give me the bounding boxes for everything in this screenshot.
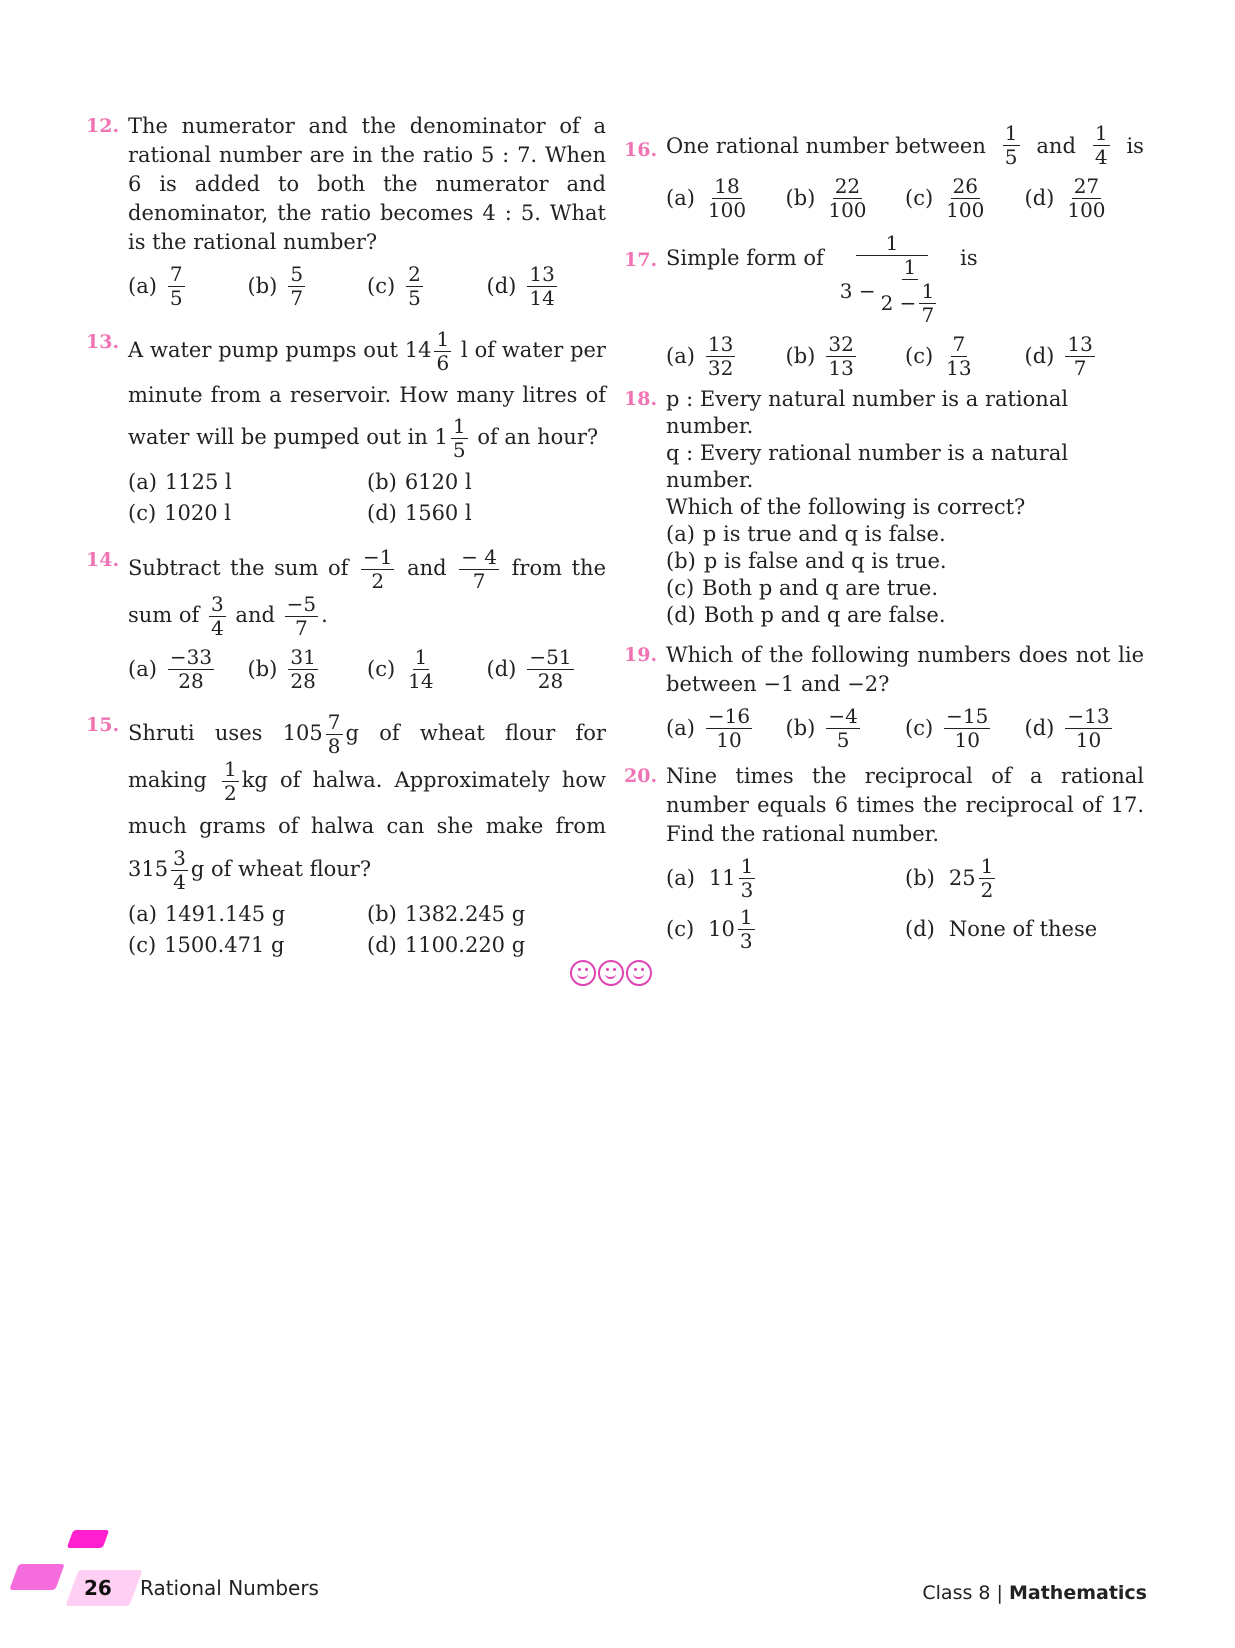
denominator: 8 xyxy=(327,734,341,758)
question-19 xyxy=(624,641,1144,752)
options xyxy=(128,646,606,693)
numerator: 13 xyxy=(707,332,734,356)
option-b[interactable] xyxy=(367,900,606,929)
mixed-whole: 315 xyxy=(128,857,169,881)
option-label: (c) xyxy=(666,917,695,941)
option-label: (c) xyxy=(905,716,934,740)
question-number: 18. xyxy=(624,388,658,410)
numerator: −4 xyxy=(828,704,858,728)
denominator: 4 xyxy=(173,870,186,894)
fraction xyxy=(222,758,239,805)
numerator: −33 xyxy=(169,645,213,669)
option-value: 6120 l xyxy=(404,470,472,494)
fraction xyxy=(1065,333,1094,380)
numerator: 1 xyxy=(739,905,753,929)
fraction xyxy=(168,263,185,310)
class-label: Class 8 | xyxy=(922,1582,1003,1604)
option-value: 1500.471 g xyxy=(164,933,285,957)
class-subject xyxy=(922,1582,1147,1604)
numerator: 18 xyxy=(714,174,740,198)
option-b[interactable] xyxy=(786,705,906,752)
fraction xyxy=(826,333,855,380)
fraction xyxy=(361,546,394,593)
denominator: 100 xyxy=(946,198,985,222)
option-label: (b) xyxy=(367,470,397,494)
denominator: 2 xyxy=(371,569,385,593)
question-15 xyxy=(86,711,606,960)
option-a[interactable] xyxy=(128,900,367,929)
option-label: (d) xyxy=(367,933,397,957)
text-segment: Simple form of xyxy=(666,246,824,270)
option-value: 1560 l xyxy=(404,501,472,525)
smiley-icon xyxy=(570,960,596,986)
denominator: 28 xyxy=(178,669,204,693)
numerator: 1 xyxy=(921,279,935,303)
numerator: −15 xyxy=(946,704,989,728)
option-c[interactable] xyxy=(905,705,1025,752)
question-text xyxy=(128,328,606,462)
denominator: 28 xyxy=(537,669,564,693)
question-text: The numerator and the denominator of a rational number are in the ratio 5 : 7. When 6 is added to both the numerator and denominator, the ratio becomes 4 : 5. What is the rational number? xyxy=(128,114,606,254)
denominator: 5 xyxy=(408,286,421,310)
smiley-divider xyxy=(570,960,652,986)
option-a[interactable] xyxy=(666,175,786,222)
option-a[interactable] xyxy=(128,468,367,497)
text-segment: g of wheat flour? xyxy=(190,857,372,881)
option-value: p is true and q is false. xyxy=(702,522,946,546)
numerator: 1 xyxy=(856,232,929,256)
numerator: −1 xyxy=(362,545,393,569)
option-label: (a) xyxy=(128,274,157,298)
denominator: 100 xyxy=(828,198,867,222)
denominator: 14 xyxy=(529,286,555,310)
fraction xyxy=(288,263,305,310)
numerator: 27 xyxy=(1073,174,1100,198)
option-label: (b) xyxy=(785,344,816,368)
option-label: (c) xyxy=(666,576,695,600)
option-label: (d) xyxy=(905,917,935,941)
fraction xyxy=(451,415,468,462)
mixed-whole: 1 xyxy=(434,425,448,449)
option-label: (b) xyxy=(247,657,278,681)
denominator: 10 xyxy=(954,728,980,752)
question-number: 12. xyxy=(86,115,120,137)
denominator: 32 xyxy=(707,356,734,380)
numerator: 7 xyxy=(327,710,341,734)
smiley-icon xyxy=(598,960,624,986)
option-d[interactable] xyxy=(1025,705,1145,752)
fraction xyxy=(459,546,499,593)
fraction xyxy=(944,705,990,752)
numerator: 1 xyxy=(740,854,754,878)
fraction xyxy=(979,855,996,902)
numerator: 7 xyxy=(169,262,183,286)
fraction xyxy=(527,646,573,693)
continued-fraction xyxy=(838,232,946,327)
numerator: 5 xyxy=(290,262,304,286)
option-c[interactable] xyxy=(666,906,905,953)
fraction xyxy=(944,175,986,222)
numerator: 1 xyxy=(436,327,450,351)
question-number: 14. xyxy=(86,549,120,571)
fraction xyxy=(171,847,188,894)
option-label: (d) xyxy=(666,603,696,627)
option-label: (a) xyxy=(666,186,695,210)
option-label: (a) xyxy=(128,902,157,926)
fraction xyxy=(406,263,423,310)
text-segment: kg of halwa. Approximately how much grams of halwa can she make from xyxy=(128,768,606,838)
options xyxy=(666,855,1144,953)
fraction xyxy=(826,705,859,752)
numerator: 3 xyxy=(211,592,224,616)
option-value: Both p and q are false. xyxy=(703,603,946,627)
denominator: 4 xyxy=(211,616,224,640)
text-segment: One rational number between xyxy=(666,133,986,158)
option-label: (c) xyxy=(367,657,396,681)
fraction xyxy=(406,646,435,693)
fraction xyxy=(527,263,556,310)
option-value: 1020 l xyxy=(164,501,231,525)
fraction xyxy=(326,711,343,758)
option-d[interactable] xyxy=(905,906,1144,953)
chapter-title: Rational Numbers xyxy=(140,1576,319,1600)
numerator: 1 xyxy=(1094,121,1108,145)
numerator: −5 xyxy=(286,592,317,616)
option-label: (a) xyxy=(666,716,695,740)
denominator: 14 xyxy=(408,669,434,693)
numerator: 32 xyxy=(828,332,854,356)
denominator: 5 xyxy=(169,286,183,310)
text-segment: 3 − xyxy=(839,279,876,303)
denominator: 13 xyxy=(828,356,854,380)
option-c[interactable] xyxy=(905,175,1025,222)
option-label: (c) xyxy=(905,344,934,368)
option-a[interactable] xyxy=(666,855,905,902)
denominator xyxy=(838,256,946,327)
denominator: 5 xyxy=(836,728,850,752)
option-c[interactable] xyxy=(367,263,487,310)
text-segment: g of wheat flour for making xyxy=(128,721,606,792)
option-label: (a) xyxy=(128,470,157,494)
denominator: 7 xyxy=(1073,356,1087,380)
denominator: 7 xyxy=(921,303,935,327)
numerator: 26 xyxy=(952,174,978,198)
numerator: 13 xyxy=(1067,332,1093,356)
option-a[interactable] xyxy=(666,333,786,380)
decorative-tab xyxy=(67,1530,110,1548)
option-label: (b) xyxy=(785,186,816,210)
question-number: 15. xyxy=(86,714,120,736)
denominator: 5 xyxy=(452,438,466,462)
question-number: 16. xyxy=(624,139,658,161)
question-text xyxy=(128,711,606,894)
numerator: − 4 xyxy=(461,545,498,569)
fraction xyxy=(209,593,226,640)
option-b[interactable] xyxy=(248,263,368,310)
denominator: 28 xyxy=(290,669,316,693)
numerator: −13 xyxy=(1067,704,1110,728)
mixed-whole: 25 xyxy=(948,866,976,890)
text-segment: is xyxy=(960,246,978,270)
option-label: (a) xyxy=(666,522,695,546)
question-text xyxy=(666,122,1144,169)
option-c[interactable] xyxy=(367,646,487,693)
right-column xyxy=(624,122,1144,953)
denominator: 2 xyxy=(980,878,994,902)
option-label: (b) xyxy=(367,902,397,926)
option-label: (d) xyxy=(1024,716,1055,740)
option-c[interactable] xyxy=(905,333,1025,380)
left-column xyxy=(86,112,606,960)
denominator: 6 xyxy=(436,351,450,375)
option-b[interactable] xyxy=(367,468,606,497)
fraction xyxy=(739,855,756,902)
option-label: (a) xyxy=(666,344,695,368)
numerator: −51 xyxy=(529,645,572,669)
text-segment: is xyxy=(1126,133,1144,158)
option-value: 1491.145 g xyxy=(164,902,286,926)
question-number: 19. xyxy=(624,644,658,666)
option-label: (d) xyxy=(486,274,517,298)
option-label: (c) xyxy=(128,501,157,525)
option-value: None of these xyxy=(948,917,1098,941)
fraction xyxy=(168,646,214,693)
option-label: (b) xyxy=(666,549,696,573)
option-label: (b) xyxy=(905,866,935,890)
option-value: 1125 l xyxy=(164,470,232,494)
option-b[interactable] xyxy=(786,175,906,222)
option-c[interactable] xyxy=(128,499,367,528)
fraction xyxy=(1003,122,1020,169)
question-13 xyxy=(86,328,606,528)
option-d[interactable] xyxy=(487,263,607,310)
option-label: (c) xyxy=(367,274,396,298)
question-text xyxy=(666,232,1144,327)
option-a[interactable] xyxy=(128,646,248,693)
fraction xyxy=(826,175,868,222)
text-segment: and xyxy=(1036,133,1076,158)
numerator: 1 xyxy=(903,255,917,279)
denominator: 7 xyxy=(472,569,486,593)
option-label: (b) xyxy=(785,716,816,740)
text-segment: 2 − xyxy=(880,291,917,315)
option-value: Both p and q are true. xyxy=(702,576,939,600)
fraction xyxy=(434,328,451,375)
denominator: 5 xyxy=(1004,145,1018,169)
numerator: 31 xyxy=(290,645,316,669)
text-segment: Shruti uses xyxy=(128,721,263,745)
denominator: 7 xyxy=(294,616,308,640)
question-text xyxy=(128,546,606,640)
text-segment: Subtract the sum of xyxy=(128,556,349,580)
option-d[interactable] xyxy=(1025,175,1145,222)
fraction xyxy=(944,333,973,380)
fraction xyxy=(288,646,317,693)
denominator: 3 xyxy=(740,878,754,902)
option-b[interactable] xyxy=(905,855,1144,902)
option-c[interactable] xyxy=(666,575,1144,602)
fraction xyxy=(1065,175,1107,222)
option-d[interactable] xyxy=(367,931,606,960)
options xyxy=(128,263,606,310)
option-d[interactable] xyxy=(367,499,606,528)
question-17 xyxy=(624,232,1144,380)
options xyxy=(666,705,1144,752)
option-value: 1100.220 g xyxy=(404,933,526,957)
subject-label: Mathematics xyxy=(1008,1582,1147,1604)
question-16 xyxy=(624,122,1144,222)
text-segment: from the sum of xyxy=(128,556,606,627)
denominator: 4 xyxy=(1094,145,1108,169)
numerator: 1 xyxy=(980,854,994,878)
numerator: 7 xyxy=(952,332,966,356)
question-14 xyxy=(86,546,606,693)
denominator: 100 xyxy=(1067,198,1106,222)
mixed-whole: 14 xyxy=(404,338,432,362)
mixed-whole: 105 xyxy=(282,721,323,745)
text-segment: and xyxy=(407,556,447,580)
denominator: 13 xyxy=(946,356,972,380)
option-label: (b) xyxy=(247,274,278,298)
question-number: 13. xyxy=(86,331,120,353)
numerator: −16 xyxy=(707,704,751,728)
page-number: 26 xyxy=(84,1576,112,1600)
statement-p: p : Every natural number is a rational number. xyxy=(666,387,1069,438)
question-text: Which of the following numbers does not lie between −1 and −2? xyxy=(666,643,1144,696)
fraction xyxy=(706,333,735,380)
mixed-whole: 10 xyxy=(708,917,735,941)
options xyxy=(128,900,606,960)
statement-q: q : Every rational number is a natural number. xyxy=(666,441,1069,492)
option-a[interactable] xyxy=(666,521,1144,548)
question-number: 17. xyxy=(624,249,658,271)
numerator: 1 xyxy=(452,414,466,438)
option-d[interactable] xyxy=(1025,333,1145,380)
option-label: (a) xyxy=(128,657,157,681)
fraction xyxy=(285,593,318,640)
question-prompt: Which of the following is correct? xyxy=(666,495,1026,519)
fraction xyxy=(1093,122,1110,169)
option-value: p is false and q is true. xyxy=(703,549,947,573)
text-segment: . xyxy=(321,603,328,627)
fraction xyxy=(706,175,748,222)
numerator: 1 xyxy=(1004,121,1018,145)
option-b[interactable] xyxy=(666,548,1144,575)
fraction xyxy=(706,705,752,752)
denominator: 10 xyxy=(1075,728,1102,752)
numerator: 3 xyxy=(173,846,186,870)
denominator: 10 xyxy=(716,728,742,752)
option-label: (c) xyxy=(905,186,934,210)
numerator: 1 xyxy=(223,757,237,781)
option-d[interactable] xyxy=(666,602,1144,629)
text-segment: and xyxy=(235,603,275,627)
question-text: Nine times the reciprocal of a rational number equals 6 times the reciprocal of 17. Find the rational number. xyxy=(666,764,1144,846)
denominator: 2 xyxy=(223,781,237,805)
question-20 xyxy=(624,762,1144,953)
numerator: 1 xyxy=(414,645,428,669)
options xyxy=(666,175,1144,222)
option-d[interactable] xyxy=(487,646,607,693)
option-a[interactable] xyxy=(128,263,248,310)
option-c[interactable] xyxy=(128,931,367,960)
question-18 xyxy=(624,386,1144,629)
denominator: 100 xyxy=(707,198,747,222)
page-footer xyxy=(0,1530,1235,1610)
denominator: 3 xyxy=(739,929,753,953)
denominator: 7 xyxy=(290,286,304,310)
numerator: 13 xyxy=(529,262,555,286)
denominator xyxy=(879,280,942,327)
fraction xyxy=(879,256,942,327)
fraction xyxy=(919,280,936,327)
option-label: (d) xyxy=(1024,186,1055,210)
options xyxy=(128,468,606,528)
mixed-whole: 11 xyxy=(708,866,736,890)
fraction xyxy=(738,906,755,953)
options xyxy=(666,333,1144,380)
decorative-tab xyxy=(9,1564,64,1590)
option-value: 1382.245 g xyxy=(404,902,526,926)
option-label: (a) xyxy=(666,866,695,890)
numerator: 2 xyxy=(408,262,421,286)
option-label: (d) xyxy=(1024,344,1055,368)
option-b[interactable] xyxy=(248,646,368,693)
smiley-icon xyxy=(626,960,652,986)
text-segment: A water pump pumps out xyxy=(128,338,398,362)
numerator: 22 xyxy=(834,174,861,198)
option-label: (c) xyxy=(128,933,157,957)
option-a[interactable] xyxy=(666,705,786,752)
text-segment: l of water per minute from a reservoir. How many litres of water will be pumped out in xyxy=(128,338,606,449)
option-label: (d) xyxy=(367,501,397,525)
fraction xyxy=(1065,705,1111,752)
question-number: 20. xyxy=(624,765,658,787)
option-label: (d) xyxy=(486,657,517,681)
option-b[interactable] xyxy=(786,333,906,380)
question-12 xyxy=(86,112,606,310)
text-segment: of an hour? xyxy=(477,425,599,449)
